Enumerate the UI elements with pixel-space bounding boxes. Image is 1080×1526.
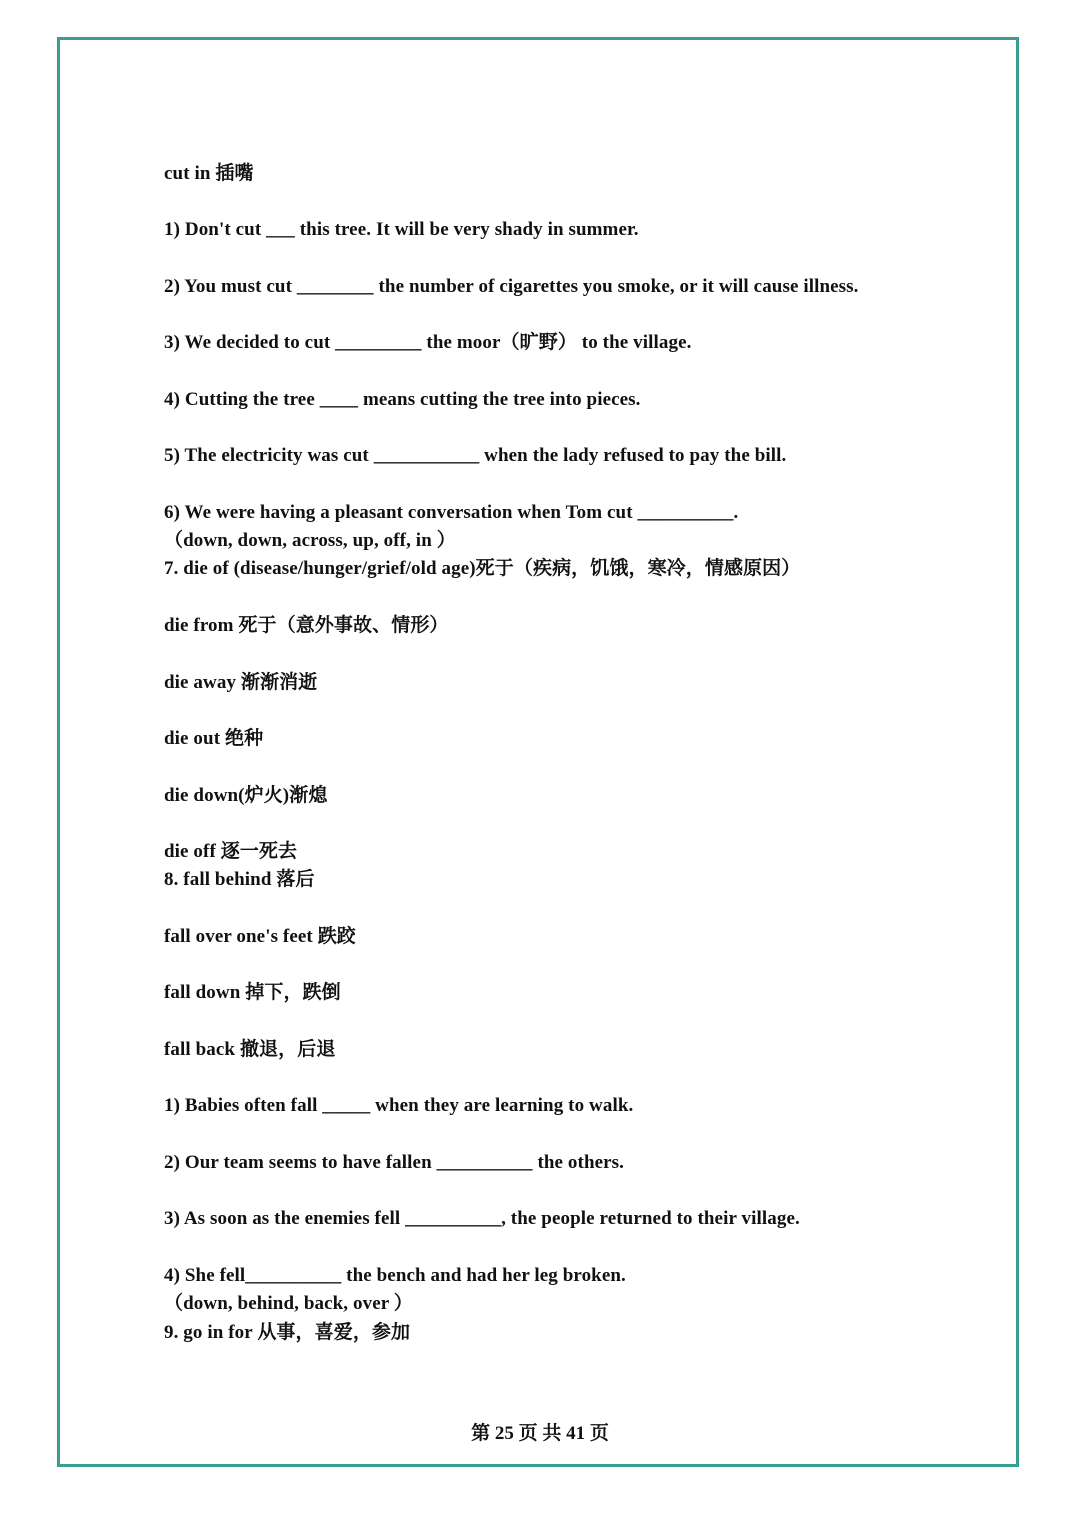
text-line: 4) She fell__________ the bench and had her leg broken. [164,1265,626,1286]
text-line: 2) Our team seems to have fallen __________ the others. [164,1152,625,1173]
text-line: 4) Cutting the tree ____ means cutting the tree into pieces. [164,389,641,410]
text-line: 9. go in for 从事，喜爱，参加 [164,1322,411,1343]
text-line: cut in 插嘴 [164,163,254,184]
text-line: die from 死于（意外事故、情形） [164,615,449,636]
text-line: 2) You must cut ________ the number of cigarettes you smoke, or it will cause illness. [164,276,859,297]
text-line: die away 渐渐消逝 [164,672,318,693]
text-line: 5) The electricity was cut ___________ when the lady refused to pay the bill. [164,445,787,466]
text-line: 1) Babies often fall _____ when they are learning to walk. [164,1095,634,1116]
text-line: 1) Don't cut ___ this tree. It will be very shady in summer. [164,219,639,240]
text-line: 7. die of (disease/hunger/grief/old age)死于（疾病，饥饿，寒冷，情感原因） [164,558,801,579]
text-line: 3) As soon as the enemies fell __________, the people returned to their village. [164,1208,800,1229]
text-line: 8. fall behind 落后 [164,869,315,890]
text-line: （down, behind, back, over ） [164,1293,413,1314]
page-number: 第 25 页 共 41 页 [471,1423,609,1444]
text-line: 3) We decided to cut _________ the moor（旷野） to the village. [164,332,692,353]
text-line: die off 逐一死去 [164,841,298,862]
text-line: fall back 撤退，后退 [164,1039,336,1060]
text-line: fall down 掉下，跌倒 [164,982,341,1003]
text-line: fall over one's feet 跌跤 [164,926,356,947]
text-line: （down, down, across, up, off, in ） [164,530,456,551]
page-frame [57,37,1019,1467]
text-line: 6) We were having a pleasant conversation when Tom cut __________. [164,502,739,523]
text-line: die out 绝种 [164,728,264,749]
text-line: die down(炉火)渐熄 [164,785,328,806]
